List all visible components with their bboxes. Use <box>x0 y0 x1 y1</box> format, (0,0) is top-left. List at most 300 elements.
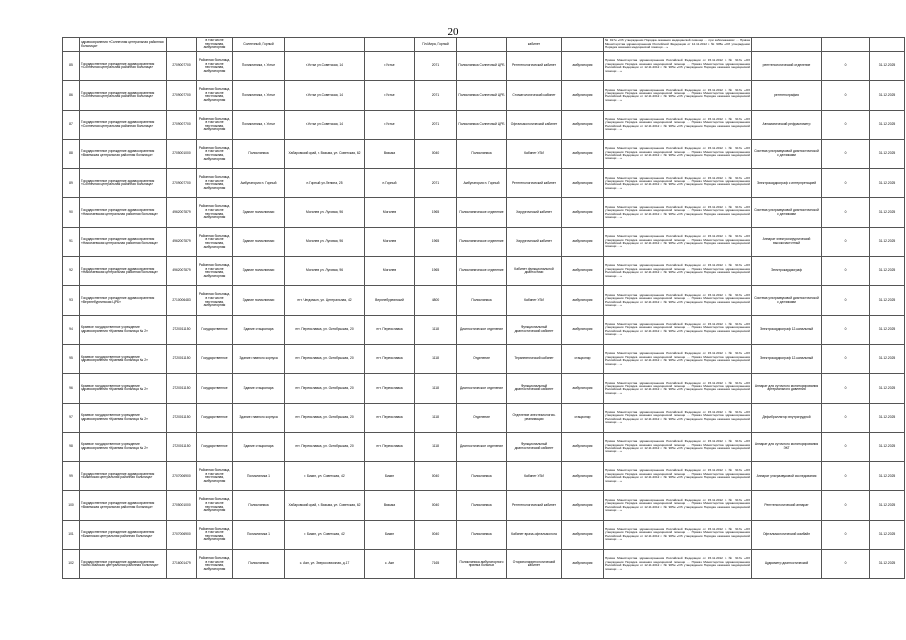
cell-number: 97 <box>63 403 80 432</box>
cell-type: Районная больница, в том числе неотложная, амбулаторная <box>197 257 233 286</box>
cell-room: Рентгенологический кабинет <box>507 169 562 198</box>
cell-type: Районная больница, в том числе неотложная, амбулаторная <box>197 198 233 227</box>
cell-quantity: 0 <box>822 52 870 81</box>
cell-care-type: амбулатория <box>562 169 604 198</box>
cell-type: Государственное <box>197 403 233 432</box>
cell-room: Отделение анестезиологии-реанимации <box>507 403 562 432</box>
cell-equipment: рентгенография <box>752 81 822 110</box>
cell-quantity: 0 <box>822 491 870 520</box>
cell-locality: п.Горный <box>365 169 415 198</box>
table-row <box>63 257 905 286</box>
cell-care-type: амбулатория <box>562 257 604 286</box>
cell-locality: Вязьма <box>365 139 415 168</box>
cell-address: пгт. Чегдомын, ул. Центральная, 42 <box>285 286 365 315</box>
cell-care-type: стационар <box>562 344 604 373</box>
cell-building: Здание стационара <box>233 432 285 461</box>
cell-regulation: Приказ Министерства здравоохранения Российской Федерации от 15.11.2012 г. № 917н «Об утверждении Порядка оказания медицинской помощи … Приказ Министерства здравоохранения Российской Федерации от 12.11.2012 г. № 905н «Об утверждении Порядка оказания медицинской помощи …» <box>604 344 752 373</box>
cell-equipment: Аппарат ультразвуковой исследования <box>752 462 822 491</box>
cell-address: с. Аян, ул. Зверосовхозная, д.17 <box>285 550 365 579</box>
cell-code: 2720011150 <box>167 432 197 461</box>
cell-organization: здравоохранения «Солнечная центральная районная больница» <box>80 38 167 52</box>
cell-quantity <box>822 38 870 52</box>
cell-unit: Поликлиническое отделение <box>457 227 507 256</box>
cell-date: 31.12.2025 <box>870 52 905 81</box>
cell-code: 2716001479 <box>167 550 197 579</box>
table-row <box>63 81 905 110</box>
cell-care-type: амбулатория <box>562 374 604 403</box>
cell-regulation: Приказ Министерства здравоохранения Российской Федерации от 15.11.2012 г. № 917н «Об утверждении Порядка оказания медицинской помощи … Приказ Министерства здравоохранения Российской Федерации от 12.11.2012 г. № 905н «Об утверждении Порядка оказания медицинской помощи …» <box>604 286 752 315</box>
cell-date: 31.12.2025 <box>870 344 905 373</box>
cell-building: Поликлиника 1 <box>233 520 285 549</box>
cell-organization: Государственное учреждение здравоохранения «Аяно-Майская центральная районная больница» <box>80 550 167 579</box>
cell-address: пгт. Переяславка, ул. Октябрьская, 20 <box>285 315 365 344</box>
cell-unit: Поликлиника <box>457 491 507 520</box>
cell-locality: Могилев <box>365 257 415 286</box>
cell-date: 31.12.2025 <box>870 403 905 432</box>
cell-quantity: 0 <box>822 315 870 344</box>
cell-locality: пгт. Переяславка <box>365 403 415 432</box>
cell-number: 99 <box>63 462 80 491</box>
cell-date: 31.12.2025 <box>870 520 905 549</box>
cell-organization: Государственное учреждение здравоохранения «Вяземская центральная районная больница» <box>80 491 167 520</box>
cell-address: пгт. Переяславка, ул. Октябрьская, 20 <box>285 432 365 461</box>
cell-code: 2709007700 <box>167 81 197 110</box>
cell-oktmo: 2071 <box>415 169 457 198</box>
cell-room: Кабинет УЗИ <box>507 462 562 491</box>
cell-building: Поликлиника <box>233 139 285 168</box>
cell-unit: Поликлиническое отделение <box>457 198 507 227</box>
cell-oktmo: Пл.Мира, Горный <box>415 38 457 52</box>
cell-building: Солнечный, Горный <box>233 38 285 52</box>
cell-care-type: амбулатория <box>562 227 604 256</box>
cell-code: 4962007879 <box>167 198 197 227</box>
cell-unit: Поликлиническое отделение <box>457 257 507 286</box>
cell-number: 96 <box>63 374 80 403</box>
cell-unit: Поликлиника Солнечный ЦРБ <box>457 110 507 139</box>
cell-type: Государственное <box>197 315 233 344</box>
cell-date: 31.12.2025 <box>870 110 905 139</box>
table-row <box>63 491 905 520</box>
cell-date: 31.12.2025 <box>870 227 905 256</box>
cell-equipment: Электрокардиограф <box>752 257 822 286</box>
cell-regulation: Приказ Министерства здравоохранения Российской Федерации от 15.11.2012 г. № 917н «Об утверждении Порядка оказания медицинской помощи … Приказ Министерства здравоохранения Российской Федерации от 12.11.2012 г. № 905н «Об утверждении Порядка оказания медицинской помощи …» <box>604 198 752 227</box>
cell-number: 95 <box>63 344 80 373</box>
table-row <box>63 403 905 432</box>
cell-address: Могилев ул. Луговая, 96 <box>285 198 365 227</box>
cell-oktmo: 7165 <box>415 550 457 579</box>
cell-building: Здание поликлиники <box>233 227 285 256</box>
table-row <box>63 110 905 139</box>
cell-locality: пгт. Переяславка <box>365 432 415 461</box>
cell-unit: Поликлиника Солнечный ЦРБ <box>457 81 507 110</box>
cell-locality: Бикин <box>365 462 415 491</box>
cell-code: 2720011150 <box>167 374 197 403</box>
cell-number: 93 <box>63 286 80 315</box>
cell-oktmo: 1118 <box>415 315 457 344</box>
cell-address: Могилев ул. Луговая, 96 <box>285 227 365 256</box>
cell-building: Здание поликлиники <box>233 198 285 227</box>
cell-unit: Поликлиника <box>457 462 507 491</box>
cell-oktmo: 4800 <box>415 286 457 315</box>
cell-regulation: Приказ Министерства здравоохранения Российской Федерации от 15.11.2012 г. № 917н «Об утверждении Порядка оказания медицинской помощи … Приказ Министерства здравоохранения Российской Федерации от 12.11.2012 г. № 905н «Об утверждении Порядка оказания медицинской помощи …» <box>604 81 752 110</box>
cell-equipment: Система ультразвуковой диагностической с датчиками <box>752 139 822 168</box>
cell-date: 31.12.2025 <box>870 139 905 168</box>
cell-oktmo: 2071 <box>415 110 457 139</box>
table-row <box>63 462 905 491</box>
cell-care-type: амбулатория <box>562 462 604 491</box>
cell-unit: Поликлиника Солнечный ЦРБ <box>457 52 507 81</box>
cell-quantity: 0 <box>822 198 870 227</box>
cell-type: Районная больница, в том числе неотложная, амбулаторная <box>197 227 233 256</box>
cell-organization: Государственное учреждение здравоохранения «Солнечная центральная районная больница» <box>80 52 167 81</box>
cell-locality: г.Устье <box>365 110 415 139</box>
cell-type: Районная больница, в том числе неотложная, амбулаторная <box>197 110 233 139</box>
cell-code: 4962007879 <box>167 227 197 256</box>
cell-organization: Краевое государственное учреждение здравоохранения «Краевая больница № 2» <box>80 374 167 403</box>
cell-care-type: амбулатория <box>562 491 604 520</box>
table-row-continued <box>63 38 905 52</box>
cell-code: 2710006483 <box>167 286 197 315</box>
cell-building: Поликлиника <box>233 550 285 579</box>
cell-date <box>870 38 905 52</box>
cell-building: Поликлиника, г. Устье <box>233 110 285 139</box>
cell-address: г.Устье ул.Советская, 14 <box>285 110 365 139</box>
cell-number <box>63 38 80 52</box>
cell-code: 2720011150 <box>167 315 197 344</box>
cell-code: 2707006900 <box>167 462 197 491</box>
cell-oktmo: 1965 <box>415 257 457 286</box>
table-row <box>63 52 905 81</box>
cell-quantity: 0 <box>822 110 870 139</box>
cell-regulation: Приказ Министерства здравоохранения Российской Федерации от 15.11.2012 г. № 917н «Об утверждении Порядка оказания медицинской помощи … Приказ Министерства здравоохранения Российской Федерации от 12.11.2012 г. № 905н «Об утверждении Порядка оказания медицинской помощи …» <box>604 520 752 549</box>
cell-equipment: Система ультразвуковой диагностической с датчиками <box>752 286 822 315</box>
cell-regulation: Приказ Министерства здравоохранения Российской Федерации от 15.11.2012 г. № 917н «Об утверждении Порядка оказания медицинской помощи … Приказ Министерства здравоохранения Российской Федерации от 12.11.2012 г. № 905н «Об утверждении Порядка оказания медицинской помощи …» <box>604 169 752 198</box>
cell-type: Районная больница, в том числе неотложная, амбулаторная <box>197 139 233 168</box>
cell-locality: г.Устье <box>365 52 415 81</box>
cell-address: г.Устье ул.Советская, 14 <box>285 81 365 110</box>
cell-regulation: Приказ Министерства здравоохранения Российской Федерации от 15.11.2012 г. № 917н «Об утверждении Порядка оказания медицинской помощи … Приказ Министерства здравоохранения Российской Федерации от 12.11.2012 г. № 905н «Об утверждении Порядка оказания медицинской помощи …» <box>604 550 752 579</box>
cell-organization: Государственное учреждение здравоохранения «Николаевская центральная районная больница» <box>80 257 167 286</box>
cell-quantity: 0 <box>822 520 870 549</box>
cell-room: кабинет <box>507 38 562 52</box>
page-number: 20 <box>447 26 459 38</box>
cell-type: Районная больница, в том числе неотложная, амбулаторная <box>197 462 233 491</box>
cell-date: 31.12.2025 <box>870 432 905 461</box>
cell-equipment: Аудиометр диагностический <box>752 550 822 579</box>
cell-type: Районная больница, в том числе неотложная, амбулаторная <box>197 286 233 315</box>
cell-oktmo: 1118 <box>415 374 457 403</box>
cell-regulation: Приказ Министерства здравоохранения Российской Федерации от 15.11.2012 г. № 917н «Об утверждении Порядка оказания медицинской помощи … Приказ Министерства здравоохранения Российской Федерации от 12.11.2012 г. № 905н «Об утверждении Порядка оказания медицинской помощи …» <box>604 139 752 168</box>
cell-address: Хабаровский край, г. Вязьма, ул. Советская, 62 <box>285 491 365 520</box>
cell-care-type: амбулатория <box>562 110 604 139</box>
cell-organization: Краевое государственное учреждение здравоохранения «Краевая больница № 2» <box>80 315 167 344</box>
cell-locality: с. Аян <box>365 550 415 579</box>
table-row <box>63 344 905 373</box>
cell-organization: Краевое государственное учреждение здравоохранения «Краевая больница № 2» <box>80 432 167 461</box>
cell-organization: Государственное учреждение здравоохранения «Солнечная центральная районная больница» <box>80 81 167 110</box>
cell-date: 31.12.2025 <box>870 462 905 491</box>
cell-date: 31.12.2025 <box>870 491 905 520</box>
cell-number: 100 <box>63 491 80 520</box>
cell-room: Стоматологический кабинет <box>507 81 562 110</box>
cell-number: 88 <box>63 139 80 168</box>
cell-quantity: 0 <box>822 403 870 432</box>
cell-locality: Могилев <box>365 198 415 227</box>
cell-address: пгт. Переяславка, ул. Октябрьская, 20 <box>285 344 365 373</box>
cell-number: 101 <box>63 520 80 549</box>
cell-locality: Могилев <box>365 227 415 256</box>
registry-table-container <box>62 37 896 619</box>
cell-care-type: амбулатория <box>562 139 604 168</box>
cell-organization: Государственное учреждение здравоохранения «Солнечная центральная районная больница» <box>80 110 167 139</box>
cell-equipment: Аппарат электрохирургический высокочастотный <box>752 227 822 256</box>
cell-quantity: 0 <box>822 227 870 256</box>
cell-code: 4962007879 <box>167 257 197 286</box>
cell-unit: Поликлиника <box>457 286 507 315</box>
cell-address: г.Устье ул.Советская, 14 <box>285 52 365 81</box>
cell-equipment: Рентгенологический аппарат <box>752 491 822 520</box>
cell-room: Хирургический кабинет <box>507 227 562 256</box>
cell-care-type: амбулатория <box>562 81 604 110</box>
cell-equipment: Автоматический рефрактометр <box>752 110 822 139</box>
cell-regulation: Приказ Министерства здравоохранения Российской Федерации от 15.11.2012 г. № 917н «Об утверждении Порядка оказания медицинской помощи … Приказ Министерства здравоохранения Российской Федерации от 12.11.2012 г. № 905н «Об утверждении Порядка оказания медицинской помощи …» <box>604 227 752 256</box>
cell-code: 2720011150 <box>167 344 197 373</box>
cell-unit: Поликлиника амбулаторного приема больных <box>457 550 507 579</box>
cell-room: Оториноларингологический кабинет <box>507 550 562 579</box>
cell-organization: Государственное учреждение здравоохранения «Верхнебуреинская ЦРБ» <box>80 286 167 315</box>
cell-number: 85 <box>63 52 80 81</box>
cell-room: Рентгенологический кабинет <box>507 491 562 520</box>
cell-quantity: 0 <box>822 286 870 315</box>
cell-organization: Государственное учреждение здравоохранения «Вяземская центральная районная больница» <box>80 139 167 168</box>
cell-equipment: Офтальмологический комбайн <box>752 520 822 549</box>
cell-building: Поликлиника <box>233 491 285 520</box>
cell-oktmo: 1965 <box>415 227 457 256</box>
cell-locality: пгт. Переяславка <box>365 315 415 344</box>
cell-oktmo: 0040 <box>415 491 457 520</box>
table-row <box>63 139 905 168</box>
cell-oktmo: 1118 <box>415 432 457 461</box>
cell-oktmo: 0040 <box>415 520 457 549</box>
cell-building: Поликлиника 1 <box>233 462 285 491</box>
cell-quantity: 0 <box>822 169 870 198</box>
cell-code <box>167 38 197 52</box>
table-row <box>63 432 905 461</box>
cell-equipment: Аппарат для суточного мониторирования ЭКГ <box>752 432 822 461</box>
cell-code: 2705001000 <box>167 491 197 520</box>
cell-unit: Амбулатория п. Горный <box>457 169 507 198</box>
cell-room: Офтальмологический кабинет <box>507 110 562 139</box>
cell-number: 102 <box>63 550 80 579</box>
cell-care-type: амбулатория <box>562 52 604 81</box>
table-row <box>63 286 905 315</box>
cell-building: Здание стационара <box>233 374 285 403</box>
cell-care-type <box>562 38 604 52</box>
cell-quantity: 0 <box>822 81 870 110</box>
cell-room: Функциональный диагностический кабинет <box>507 432 562 461</box>
cell-room: Кабинет врача-офтальмолога <box>507 520 562 549</box>
cell-oktmo: 2071 <box>415 81 457 110</box>
cell-code: 2709007700 <box>167 52 197 81</box>
cell-building: Здание поликлиники <box>233 257 285 286</box>
cell-date: 31.12.2025 <box>870 198 905 227</box>
cell-oktmo: 1118 <box>415 403 457 432</box>
cell-regulation: Приказ Министерства здравоохранения Российской Федерации от 15.11.2012 г. № 917н «Об утверждении Порядка оказания медицинской помощи … Приказ Министерства здравоохранения Российской Федерации от 12.11.2012 г. № 905н «Об утверждении Порядка оказания медицинской помощи …» <box>604 52 752 81</box>
cell-locality: Вязьма <box>365 491 415 520</box>
cell-date: 31.12.2025 <box>870 374 905 403</box>
cell-quantity: 0 <box>822 550 870 579</box>
cell-date: 31.12.2025 <box>870 169 905 198</box>
cell-care-type: амбулатория <box>562 432 604 461</box>
cell-quantity: 0 <box>822 462 870 491</box>
table-row <box>63 520 905 549</box>
cell-unit: Поликлиника <box>457 139 507 168</box>
cell-number: 87 <box>63 110 80 139</box>
cell-room: Кабинет функциональной диагностики <box>507 257 562 286</box>
cell-quantity: 0 <box>822 344 870 373</box>
cell-room: Функциональный диагностический кабинет <box>507 315 562 344</box>
cell-regulation: Приказ Министерства здравоохранения Российской Федерации от 15.11.2012 г. № 917н «Об утверждении Порядка оказания медицинской помощи … Приказ Министерства здравоохранения Российской Федерации от 12.11.2012 г. № 905н «Об утверждении Порядка оказания медицинской помощи …» <box>604 374 752 403</box>
cell-care-type: амбулатория <box>562 198 604 227</box>
cell-regulation: Приказ Министерства здравоохранения Российской Федерации от 15.11.2012 г. № 917н «Об утверждении Порядка оказания медицинской помощи … Приказ Министерства здравоохранения Российской Федерации от 12.11.2012 г. № 905н «Об утверждении Порядка оказания медицинской помощи …» <box>604 315 752 344</box>
cell-oktmo: 0040 <box>415 139 457 168</box>
cell-equipment <box>752 38 822 52</box>
cell-type: Государственное <box>197 432 233 461</box>
cell-number: 91 <box>63 227 80 256</box>
cell-regulation: Приказ Министерства здравоохранения Российской Федерации от 15.11.2012 г. № 917н «Об утверждении Порядка оказания медицинской помощи … Приказ Министерства здравоохранения Российской Федерации от 12.11.2012 г. № 905н «Об утверждении Порядка оказания медицинской помощи …» <box>604 403 752 432</box>
cell-unit: Поликлиника <box>457 520 507 549</box>
cell-unit <box>457 38 507 52</box>
cell-type: Районная больница, в том числе неотложная, амбулаторная <box>197 520 233 549</box>
cell-equipment: Аппарат для суточного мониторирования артериального давления <box>752 374 822 403</box>
cell-date: 31.12.2025 <box>870 315 905 344</box>
cell-organization: Краевое государственное учреждение здравоохранения «Краевая больница № 2» <box>80 403 167 432</box>
cell-date: 31.12.2025 <box>870 286 905 315</box>
cell-type: Районная больница, в том числе неотложная, амбулаторная <box>197 52 233 81</box>
cell-date: 31.12.2025 <box>870 81 905 110</box>
cell-building: Здание поликлиники <box>233 286 285 315</box>
cell-room: Кабинет УЗИ <box>507 286 562 315</box>
table-row <box>63 198 905 227</box>
cell-equipment: Электрокардиограф с интерпретацией <box>752 169 822 198</box>
cell-building: Здание главного корпуса <box>233 344 285 373</box>
cell-equipment: Электрокардиограф 12-канальный <box>752 344 822 373</box>
cell-quantity: 0 <box>822 432 870 461</box>
table-row <box>63 315 905 344</box>
cell-care-type: амбулатория <box>562 520 604 549</box>
cell-unit: Отделение <box>457 403 507 432</box>
cell-number: 94 <box>63 315 80 344</box>
table-row <box>63 374 905 403</box>
cell-number: 86 <box>63 81 80 110</box>
cell-type: Районная больница, в том числе неотложная, амбулаторная <box>197 550 233 579</box>
cell-building: Поликлиника, г. Устье <box>233 81 285 110</box>
cell-care-type: амбулатория <box>562 286 604 315</box>
cell-locality: Бикин <box>365 520 415 549</box>
cell-date: 31.12.2025 <box>870 257 905 286</box>
cell-unit: Диагностическое отделение <box>457 432 507 461</box>
cell-room: Рентгенологический кабинет <box>507 52 562 81</box>
cell-organization: Краевое государственное учреждение здравоохранения «Краевая больница № 2» <box>80 344 167 373</box>
cell-regulation: Приказ Министерства здравоохранения Российской Федерации от 15.11.2012 г. № 917н «Об утверждении Порядка оказания медицинской помощи … Приказ Министерства здравоохранения Российской Федерации от 12.11.2012 г. № 905н «Об утверждении Порядка оказания медицинской помощи …» <box>604 432 752 461</box>
cell-locality: пгт. Переяславка <box>365 344 415 373</box>
registry-table <box>62 37 905 579</box>
cell-locality: Верхнебуреинский <box>365 286 415 315</box>
cell-address: п.Горный ул.Ленина, 25 <box>285 169 365 198</box>
cell-organization: Государственное учреждение здравоохранения «Бикинская центральная районная больница» <box>80 462 167 491</box>
cell-regulation: Приказ Министерства здравоохранения Российской Федерации от 15.11.2012 г. № 917н «Об утверждении Порядка оказания медицинской помощи … Приказ Министерства здравоохранения Российской Федерации от 12.11.2012 г. № 905н «Об утверждении Порядка оказания медицинской помощи …» <box>604 491 752 520</box>
cell-unit: Отделение <box>457 344 507 373</box>
cell-building: Здание стационара <box>233 315 285 344</box>
cell-number: 89 <box>63 169 80 198</box>
cell-code: 2709007700 <box>167 169 197 198</box>
cell-number: 90 <box>63 198 80 227</box>
cell-regulation: Приказ Министерства здравоохранения Российской Федерации от 15.11.2012 г. № 917н «Об утверждении Порядка оказания медицинской помощи … Приказ Министерства здравоохранения Российской Федерации от 12.11.2012 г. № 905н «Об утверждении Порядка оказания медицинской помощи …» <box>604 257 752 286</box>
cell-quantity: 0 <box>822 257 870 286</box>
cell-number: 92 <box>63 257 80 286</box>
cell-organization: Государственное учреждение здравоохранения «Николаевская центральная районная больница» <box>80 227 167 256</box>
cell-address: Хабаровский край, г. Вязьма, ул. Советская, 62 <box>285 139 365 168</box>
cell-oktmo: 0040 <box>415 462 457 491</box>
cell-care-type: амбулатория <box>562 315 604 344</box>
cell-type: Государственное <box>197 344 233 373</box>
cell-care-type: амбулатория <box>562 550 604 579</box>
cell-organization: Государственное учреждение здравоохранения «Солнечная центральная районная больница» <box>80 169 167 198</box>
cell-regulation: Приказ Министерства здравоохранения Российской Федерации от 15.11.2012 г. № 917н «Об утверждении Порядка оказания медицинской помощи … Приказ Министерства здравоохранения Российской Федерации от 12.11.2012 г. № 905н «Об утверждении Порядка оказания медицинской помощи …» <box>604 110 752 139</box>
cell-building: Амбулатория п. Горный <box>233 169 285 198</box>
cell-building: Здание главного корпуса <box>233 403 285 432</box>
table-row <box>63 550 905 579</box>
cell-equipment: Электрокардиограф 12-канальный <box>752 315 822 344</box>
cell-room: Хирургический кабинет <box>507 198 562 227</box>
cell-type: Районная больница, в том числе неотложная, амбулаторная <box>197 491 233 520</box>
cell-care-type: стационар <box>562 403 604 432</box>
cell-equipment: Дефибриллятор внутригрудной <box>752 403 822 432</box>
cell-type: Районная больница, в том числе неотложная, амбулаторная <box>197 81 233 110</box>
cell-regulation: Приказ Министерства здравоохранения Российской Федерации от 15.11.2012 г. № 917н «Об утверждении Порядка оказания медицинской помощи … Приказ Министерства здравоохранения Российской Федерации от 12.11.2012 г. № 905н «Об утверждении Порядка оказания медицинской помощи …» <box>604 462 752 491</box>
cell-room: Функциональный диагностический кабинет <box>507 374 562 403</box>
cell-unit: Диагностическое отделение <box>457 315 507 344</box>
cell-unit: Диагностическое отделение <box>457 374 507 403</box>
cell-code: 2707006900 <box>167 520 197 549</box>
cell-oktmo: 1118 <box>415 344 457 373</box>
cell-type: Государственное <box>197 374 233 403</box>
table-row <box>63 227 905 256</box>
cell-address: пгт. Переяславка, ул. Октябрьская, 20 <box>285 403 365 432</box>
cell-quantity: 0 <box>822 374 870 403</box>
cell-number: 98 <box>63 432 80 461</box>
cell-organization: Государственное учреждение здравоохранения «Николаевская центральная районная больница» <box>80 198 167 227</box>
cell-code: 2709007700 <box>167 110 197 139</box>
cell-locality: пгт. Переяславка <box>365 374 415 403</box>
cell-address: г. Бикин, ул. Советская, 42 <box>285 462 365 491</box>
cell-type: Районная больница, в том числе неотложная, амбулаторная <box>197 169 233 198</box>
cell-address: Могилев ул. Луговая, 96 <box>285 257 365 286</box>
cell-room: Кабинет УЗИ <box>507 139 562 168</box>
cell-locality: г.Устье <box>365 81 415 110</box>
table-row <box>63 169 905 198</box>
cell-date: 31.12.2025 <box>870 550 905 579</box>
cell-building: Поликлиника, г. Устье <box>233 52 285 81</box>
cell-address <box>285 38 365 52</box>
cell-room: Терапевтический кабинет <box>507 344 562 373</box>
cell-oktmo: 2071 <box>415 52 457 81</box>
cell-organization: Государственное учреждение здравоохранения «Бикинская центральная районная больница» <box>80 520 167 549</box>
cell-quantity: 0 <box>822 139 870 168</box>
cell-code: 2720011150 <box>167 403 197 432</box>
cell-equipment: Система ультразвуковой диагностической с датчиками <box>752 198 822 227</box>
cell-address: пгт. Переяславка, ул. Октябрьская, 20 <box>285 374 365 403</box>
